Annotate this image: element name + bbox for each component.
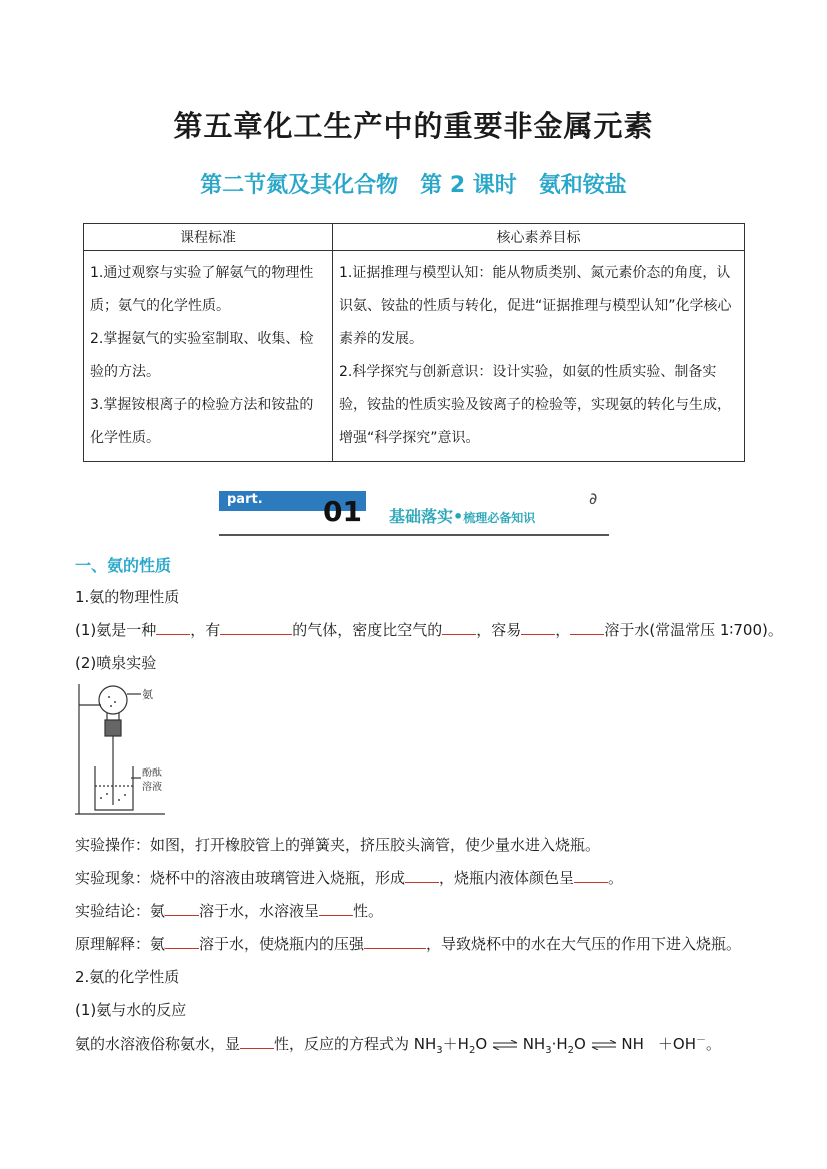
blank[interactable] [405,868,439,883]
equilibrium-arrow-icon [492,1040,518,1050]
banner-part-label: part. [227,492,263,507]
curl-icon: ∂ [589,489,598,508]
sub-chemical-properties: 2.氨的化学性质 [75,968,180,986]
standards-table [83,223,745,462]
principle-explanation: 原理解释：氨 溶于水，使烧瓶内的压强 ，导致烧杯中的水在大气压的作用下进入烧瓶。 [75,935,742,953]
label-solution: 溶液 [142,782,162,793]
ammonia-water-equation: 氨的水溶液俗称氨水，显 性，反应的方程式为 $NH_3+H_2O$ $NH_3\cdot H_2O$ NH ＋OH－。 [75,1035,721,1056]
banner-title: 基础落实•梳理必备知识 [389,507,536,526]
blank[interactable] [319,901,353,916]
blank[interactable] [165,934,199,949]
label-phenolphthalein: 酚酞 [142,768,162,779]
blank[interactable] [165,901,199,916]
experiment-operation: 实验操作：如图，打开橡胶管上的弹簧夹，挤压胶头滴管，使少量水进入烧瓶。 [75,836,601,854]
experiment-conclusion: 实验结论：氨 溶于水，水溶液呈 性。 [75,902,384,920]
chapter-title: 第五章化工生产中的重要非金属元素 [173,109,654,143]
blank[interactable] [574,868,608,883]
course-standard-cell [84,251,333,462]
physical-properties-line: (1)氨是一种 ，有 的气体，密度比空气的 ，容易 ， 溶于水(常温常压 1∶700)。 [75,621,783,639]
sub-fountain-experiment: (2)喷泉实验 [75,654,157,672]
list-item: 1.通过观察与实验了解氨气的物理性质；氨气的化学性质。 [90,265,314,314]
part-banner [219,489,611,537]
core-literacy-cell [333,251,745,462]
banner-underline [219,534,609,536]
blank[interactable] [220,620,292,635]
header-course-standard: 课程标准 [84,224,333,251]
header-core-literacy: 核心素养目标 [333,224,745,251]
blank[interactable] [442,620,476,635]
section-title: 第二节氮及其化合物 第 2 课时 氨和铵盐 [200,173,627,198]
blank[interactable] [521,620,555,635]
label-ammonia: 氨 [142,688,153,701]
blank[interactable] [570,620,604,635]
experiment-phenomenon: 实验现象：烧杯中的溶液由玻璃管进入烧瓶，形成 ，烧瓶内液体颜色呈 。 [75,869,624,887]
list-item: 2.科学探究与创新意识：设计实验，如氨的性质实验、制备实验，铵盐的性质实验及铵离子的检验等，实现氨的转化与生成，增强“科学探究”意识。 [339,364,731,446]
sub-reaction-with-water: (1)氨与水的反应 [75,1001,187,1019]
list-item: 3.掌握铵根离子的检验方法和铵盐的化学性质。 [90,397,314,446]
heading-ammonia-properties: 一、氨的性质 [75,556,172,575]
list-item: 1.证据推理与模型认知：能从物质类别、氮元素价态的角度，认识氨、铵盐的性质与转化，促进“证据推理与模型认知”化学核心素养的发展。 [339,265,732,347]
list-item: 2.掌握氨气的实验室制取、收集、检验的方法。 [90,331,314,380]
fountain-apparatus-figure [75,680,175,818]
blank[interactable] [364,934,426,949]
table-row [84,251,745,462]
equilibrium-arrow-icon [591,1040,617,1050]
sub-physical-properties: 1.氨的物理性质 [75,588,180,606]
blank[interactable] [240,1034,274,1049]
blank[interactable] [156,620,190,635]
banner-number: 01 [323,495,362,528]
table-header-row [84,224,745,251]
